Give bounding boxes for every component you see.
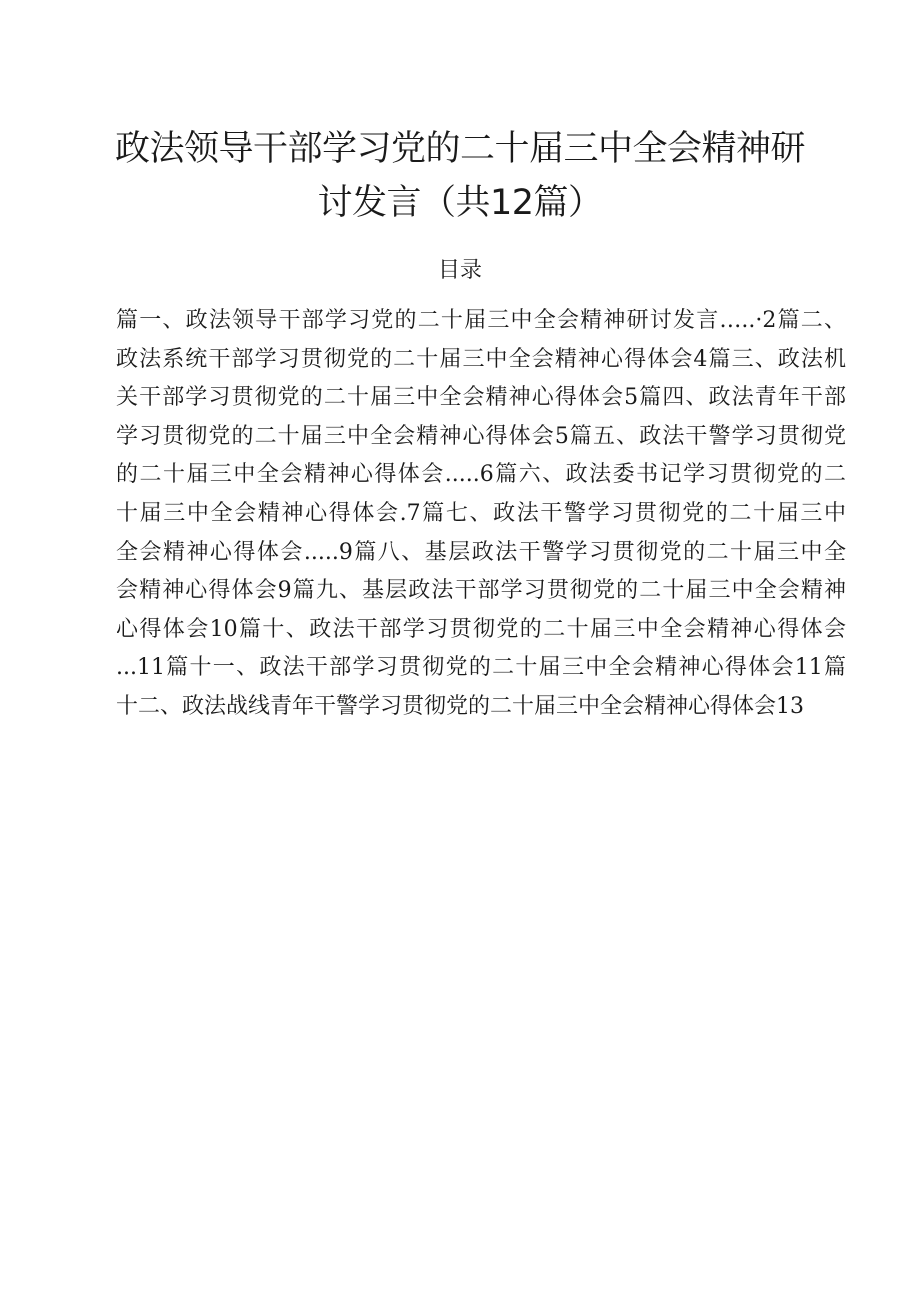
toc-line: ...11篇十一、政法干部学习贯彻党的二十届三中全会精神心得体会11篇 xyxy=(116,655,846,681)
toc-line: 关干部学习贯彻党的二十届三中全会精神心得体会5篇四、政法青年干部 xyxy=(116,385,846,411)
document-title-line-1: 政法领导干部学习党的二十届三中全会精神研 xyxy=(114,129,805,169)
toc-line: 的二十届三中全会精神心得体会.....6篇六、政法委书记学习贯彻党的二 xyxy=(116,462,846,488)
toc-line: 会精神心得体会9篇九、基层政法干部学习贯彻党的二十届三中全会精神 xyxy=(116,578,846,604)
toc-line: 心得体会10篇十、政法干部学习贯彻党的二十届三中全会精神心得体会 xyxy=(116,616,846,642)
toc-line: 篇一、政法领导干部学习党的二十届三中全会精神研讨发言…..·2篇二、 xyxy=(116,308,846,333)
toc-heading: 目录 xyxy=(437,258,482,283)
toc-line: 学习贯彻党的二十届三中全会精神心得体会5篇五、政法干警学习贯彻党 xyxy=(116,423,846,449)
toc-line: 政法系统干部学习贯彻党的二十届三中全会精神心得体会4篇三、政法机 xyxy=(116,346,846,372)
toc-line: 十届三中全会精神心得体会.7篇七、政法干警学习贯彻党的二十届三中 xyxy=(116,500,846,526)
toc-line: 全会精神心得体会.....9篇八、基层政法干警学习贯彻党的二十届三中全 xyxy=(116,539,846,565)
table-of-contents xyxy=(116,302,856,727)
document-title xyxy=(110,122,810,230)
toc-line: 十二、政法战线青年干警学习贯彻党的二十届三中全会精神心得体会13 xyxy=(116,693,804,719)
document-title-line-2: 讨发言（共12篇） xyxy=(317,183,603,223)
